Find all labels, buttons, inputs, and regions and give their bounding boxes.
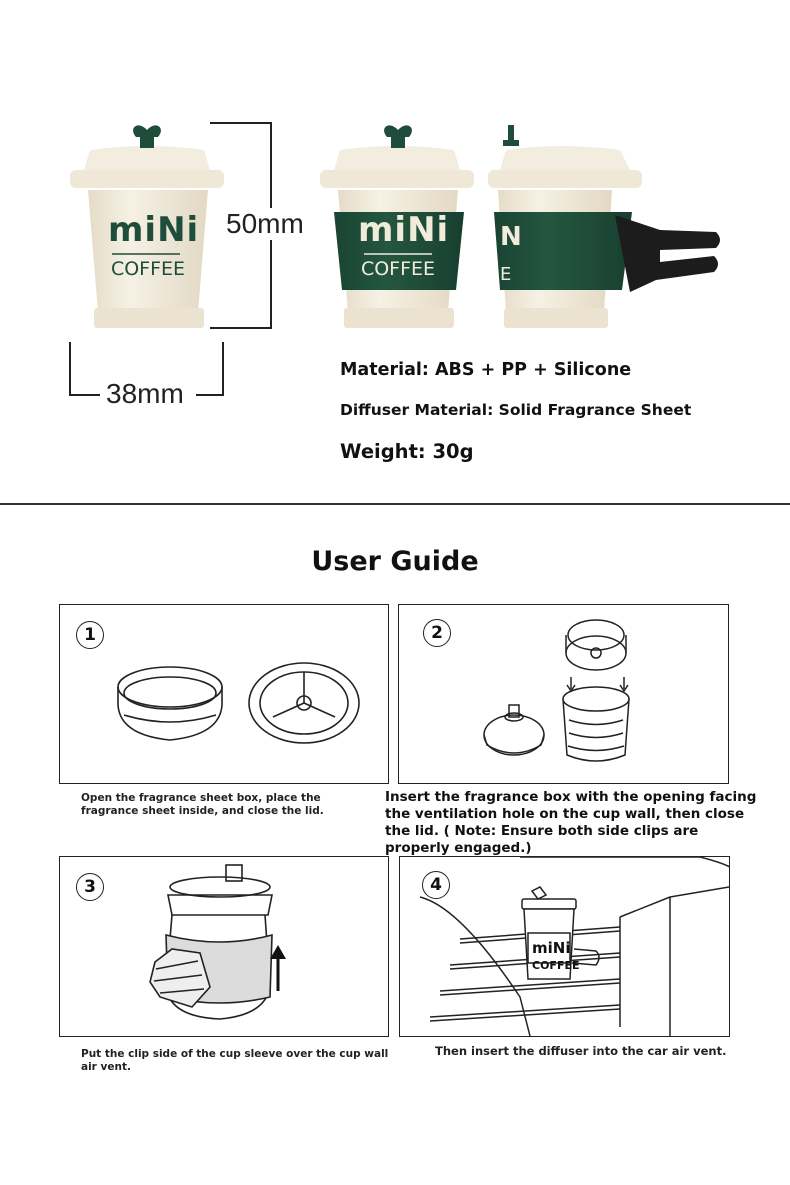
sleeve-logo-sub: COFFEE: [360, 258, 436, 280]
step-4-panel: [399, 856, 730, 1037]
step-4-number: 4: [422, 871, 450, 899]
section-divider: [0, 503, 790, 505]
step-3-number: 3: [76, 873, 104, 901]
spec-diffuser-material: Diffuser Material: Solid Fragrance Sheet: [340, 401, 692, 419]
height-dimension-label: 50mm: [226, 208, 304, 239]
svg-text:E: E: [500, 264, 512, 285]
svg-text:miNi: miNi: [532, 939, 571, 957]
product-illustration: [0, 0, 790, 500]
step-1-panel: [59, 604, 389, 784]
step-3-panel: [59, 856, 389, 1037]
sleeve-logo-main: miNi: [358, 210, 450, 250]
cup-logo-sub: COFFEE: [110, 258, 186, 280]
step-2-panel: [398, 604, 729, 784]
step-3-illustration: [60, 857, 388, 1036]
step-2-number: 2: [423, 619, 451, 647]
cup-side-clip-view: [488, 125, 720, 328]
svg-text:N: N: [500, 222, 522, 252]
svg-text:COFFEE: COFFEE: [532, 959, 580, 972]
step-2-illustration: [399, 605, 728, 783]
spec-material: Material: ABS + PP + Silicone: [340, 360, 632, 380]
step-1-illustration: [60, 605, 388, 783]
step-1-number: 1: [76, 621, 104, 649]
step-4-illustration: [400, 857, 729, 1036]
spec-weight: Weight: 30g: [340, 440, 474, 463]
user-guide-title: User Guide: [311, 546, 479, 577]
step-3-caption: Put the clip side of the cup sleeve over the cup wall air vent.: [81, 1048, 389, 1073]
step-4-caption: Then insert the diffuser into the car air vent.: [435, 1044, 727, 1058]
cup-logo-main: miNi: [108, 210, 200, 250]
width-dimension-label: 38mm: [106, 378, 184, 409]
step-1-caption: Open the fragrance sheet box, place the fragrance sheet inside, and close the lid.: [81, 792, 324, 817]
step-2-caption: Insert the fragrance box with the opening facing the ventilation hole on the cup wall, then close the lid. ( Note: Ensure both side clips are properly engaged.): [385, 789, 757, 856]
